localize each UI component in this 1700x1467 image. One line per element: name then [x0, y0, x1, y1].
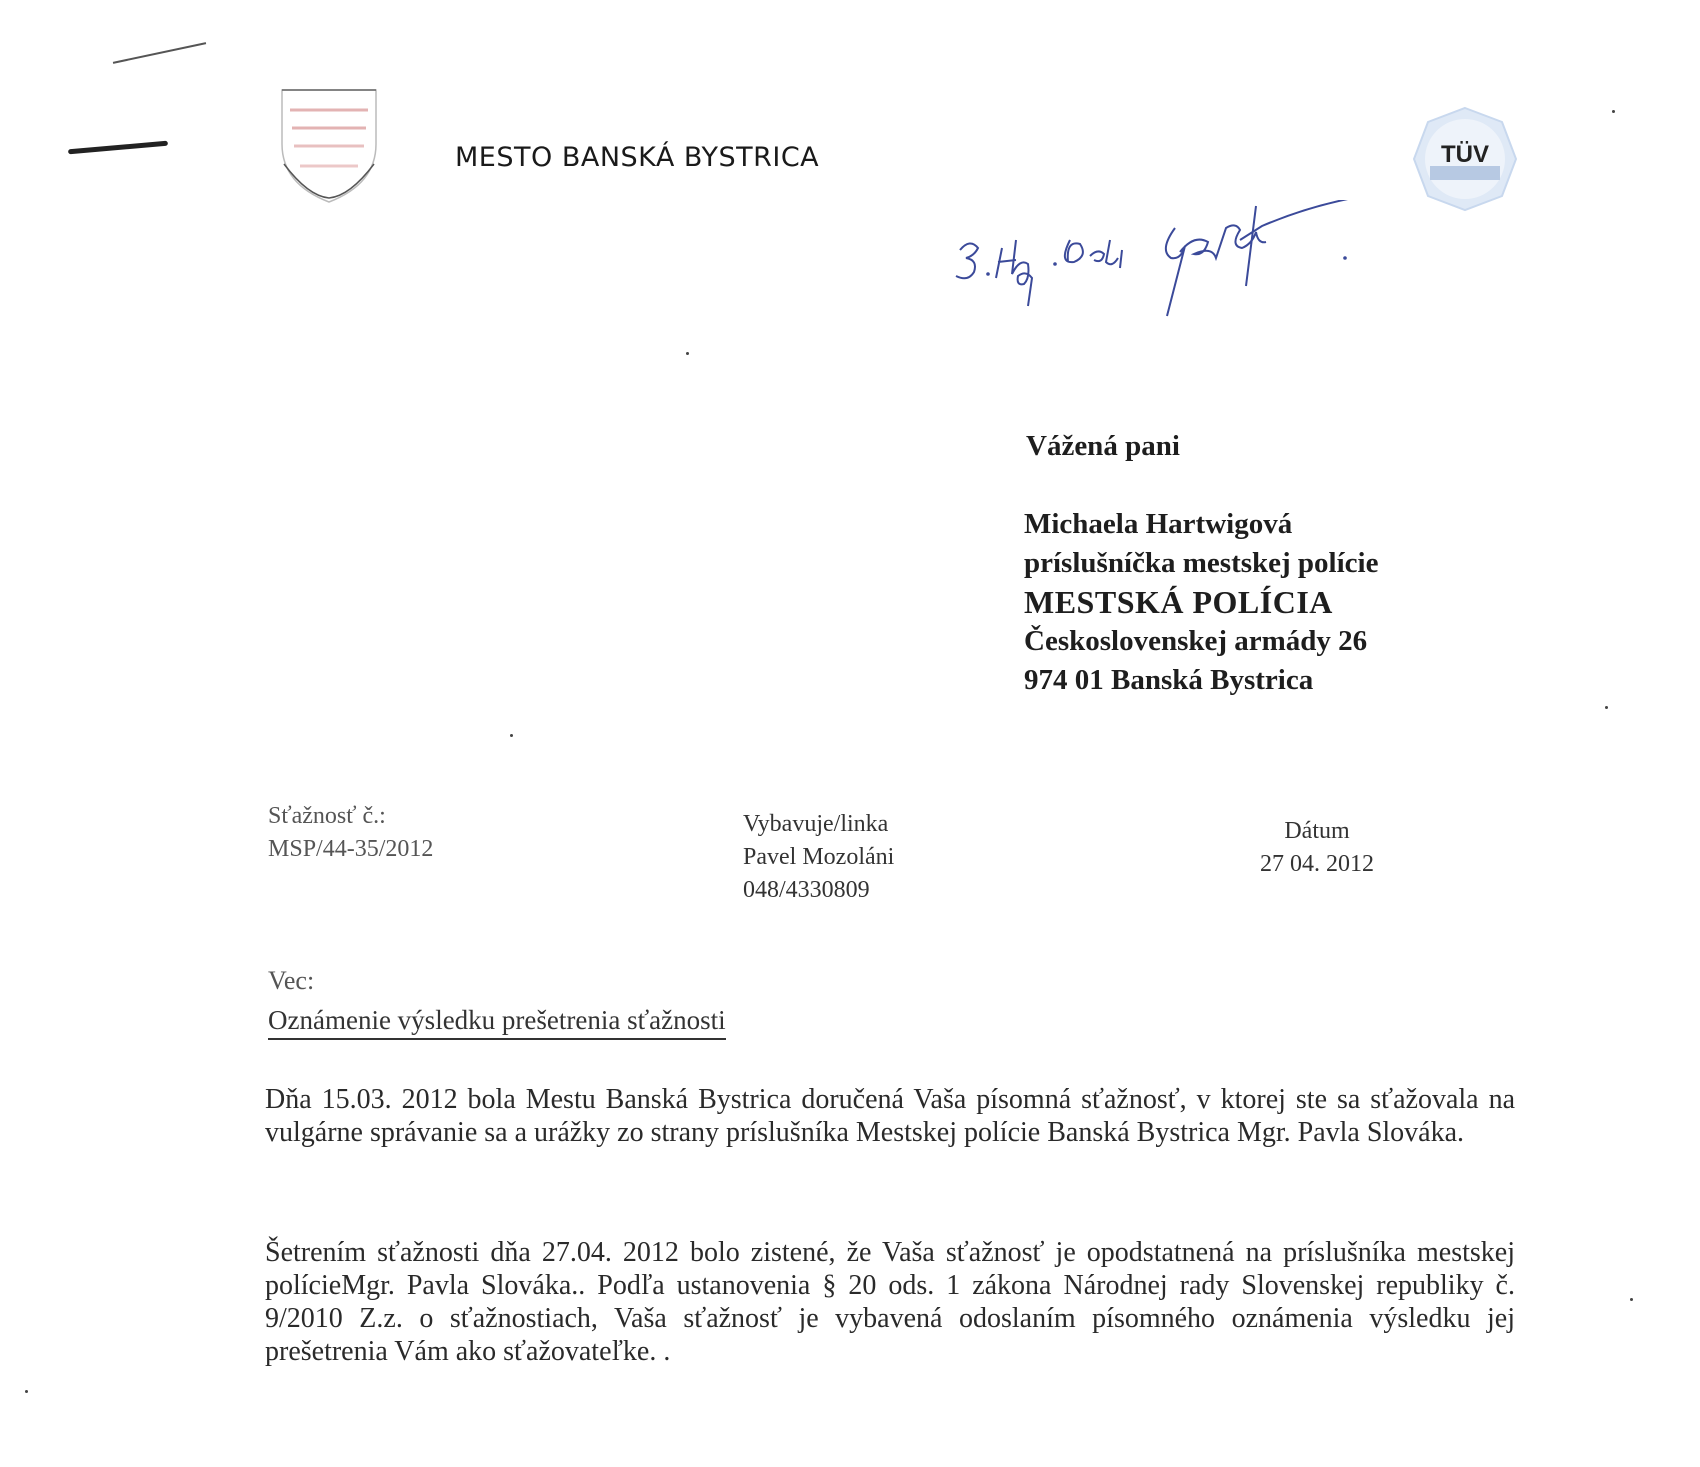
- handler-label: Vybavuje/linka: [743, 811, 889, 837]
- recipient-name: Michaela Hartwigová: [1024, 508, 1293, 540]
- scan-dot: [1630, 1298, 1633, 1301]
- scan-mark-dash: [68, 141, 168, 155]
- recipient-address: [1024, 505, 1378, 700]
- scan-dot: [510, 734, 513, 737]
- handler-name: Pavel Mozoláni: [743, 844, 895, 870]
- recipient-position: príslušníčka mestskej polície: [1024, 547, 1379, 579]
- complaint-label: Sťažnosť č.:: [268, 803, 386, 829]
- subject-label: Vec:: [268, 966, 315, 995]
- salutation: Vážená pani: [1026, 430, 1180, 462]
- date-value: 27 04. 2012: [1260, 851, 1374, 877]
- scan-dot: [25, 1390, 28, 1393]
- recipient-city: 974 01 Banská Bystrica: [1024, 664, 1314, 696]
- handwritten-signature: [940, 200, 1420, 330]
- body-paragraph-1: Dňa 15.03. 2012 bola Mestu Banská Bystrica doručená Vaša písomná sťažnosť, v ktorej ste sa sťažovala na vulgárne správanie sa a urážky zo strany príslušníka Mestskej polície Banská Bystrica Mgr. Pavla Slováka.: [265, 1084, 1515, 1148]
- recipient-street: Československej armády 26: [1024, 625, 1368, 657]
- complaint-number: MSP/44-35/2012: [268, 836, 434, 862]
- scan-mark-line: [113, 42, 206, 64]
- scan-dot: [686, 352, 689, 355]
- scan-dot: [1612, 110, 1615, 113]
- body-paragraph-2: Šetrením sťažnosti dňa 27.04. 2012 bolo zistené, že Vaša sťažnosť je opodstatnená na príslušníka mestskej políciеMgr. Pavla Slováka.. Podľa ustanovenia § 20 ods. 1 zákona Národnej rady Slovenskej republiky č. 9/2010 Z.z. o sťažnostiach, Vaša sťažnosť je vybavená odoslaním písomného oznámenia výsledku jej prešetrenia Vám ako sťažovateľke. .: [265, 1237, 1515, 1367]
- complaint-reference: [268, 800, 433, 866]
- date-label: Dátum: [1284, 818, 1350, 844]
- city-crest-icon: [278, 84, 380, 206]
- organization-name: MESTO BANSKÁ BYSTRICA: [455, 142, 820, 173]
- scan-dot: [1605, 706, 1608, 709]
- tuv-certification-logo: [1410, 104, 1520, 214]
- tuv-text: TÜV: [1441, 141, 1489, 168]
- subject-text: Oznámenie výsledku prešetrenia sťažnosti: [268, 1005, 726, 1040]
- handler-phone: 048/4330809: [743, 877, 870, 903]
- date-info: [1260, 815, 1374, 881]
- recipient-organization: MESTSKÁ POLÍCIA: [1024, 584, 1333, 620]
- handler-info: [743, 808, 894, 907]
